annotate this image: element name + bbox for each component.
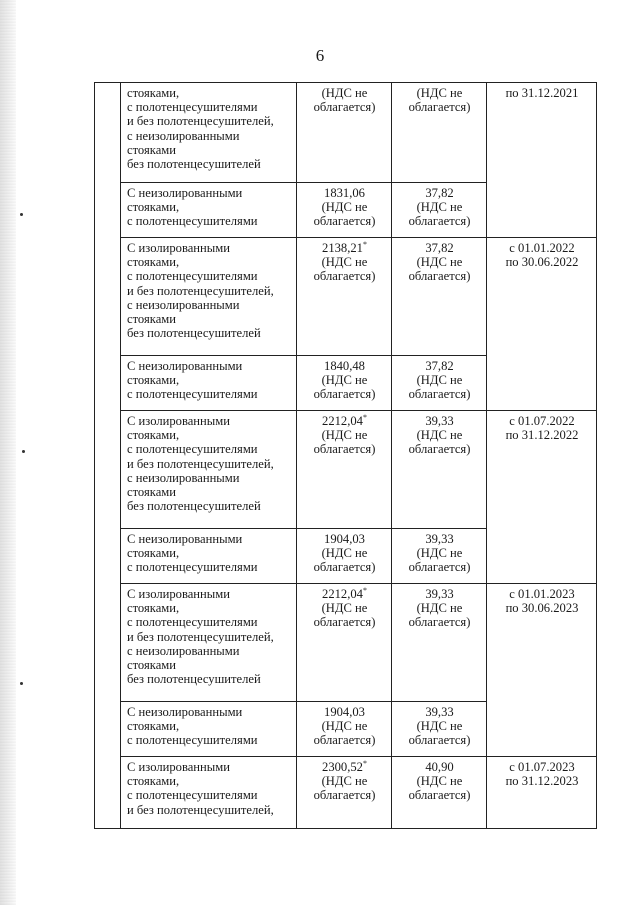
footnote-marker: *: [362, 585, 367, 595]
price-value: 1840,48: [324, 359, 365, 373]
footnote-marker: *: [362, 758, 367, 768]
row-4-description: [121, 411, 297, 529]
price-value: 39,33: [425, 532, 454, 546]
text-line: стояками: [127, 485, 177, 500]
price-value: 1904,03: [324, 532, 365, 546]
vat-note: (НДС не: [321, 86, 368, 100]
text-line: и без полотенцесушителей,: [127, 114, 274, 129]
vat-note: (НДС не: [416, 86, 463, 100]
text-line: и без полотенцесушителей,: [127, 802, 274, 817]
price-value: 40,90: [425, 760, 454, 774]
vat-note: (НДС не: [321, 719, 368, 734]
vat-note: облагается): [408, 269, 471, 284]
text-line: стояками,: [127, 601, 180, 616]
vat-note: облагается): [408, 387, 471, 402]
text-line: без полотенцесушителей: [127, 326, 261, 341]
price-value: 39,33: [425, 705, 454, 719]
price-value: 1831,06: [324, 186, 365, 200]
period-0: [487, 83, 597, 238]
text-line: стояками: [127, 312, 177, 327]
vat-note: облагается): [408, 788, 471, 803]
row-8-price-2: [392, 757, 487, 829]
row-1-description: [121, 183, 297, 238]
row-7-price-2: [392, 702, 487, 757]
scan-edge: [0, 0, 16, 905]
text-line: стояками,: [127, 719, 180, 734]
row-7-price-1: [297, 702, 392, 757]
period-3: [487, 584, 597, 757]
footnote-marker: *: [362, 239, 367, 249]
text-line: с 01.07.2023: [509, 760, 575, 774]
text-line: без полотенцесушителей: [127, 157, 261, 172]
vat-note: (НДС не: [321, 428, 368, 443]
tariff-table: [94, 82, 597, 829]
vat-note: облагается): [408, 615, 471, 630]
text-line: стояками,: [127, 373, 180, 388]
vat-note: (НДС не: [416, 719, 463, 734]
row-1-price-2: [392, 183, 487, 238]
vat-note: (НДС не: [416, 200, 463, 215]
text-line: стояками: [127, 142, 177, 157]
row-6-description: [121, 584, 297, 702]
text-line: по 31.12.2023: [505, 774, 579, 789]
row-0-price-2: [392, 83, 487, 183]
row-4-price-2: [392, 411, 487, 529]
vat-note: (НДС не: [321, 200, 368, 215]
text-line: с полотенцесушителями: [127, 615, 258, 630]
text-line: по 31.12.2022: [505, 428, 579, 443]
text-line: стояками,: [127, 546, 180, 561]
text-line: С неизолированными: [127, 359, 243, 373]
price-value: 2212,04*: [322, 585, 367, 601]
text-line: с неизолированными: [127, 297, 240, 312]
vat-note: облагается): [408, 100, 471, 115]
price-value: 39,33: [425, 414, 454, 428]
text-line: с 01.01.2022: [509, 241, 575, 255]
vat-note: облагается): [408, 214, 471, 229]
text-line: стояками: [127, 658, 177, 673]
vat-note: облагается): [313, 269, 376, 284]
vat-note: (НДС не: [416, 428, 463, 443]
text-line: по 31.12.2021: [505, 86, 579, 100]
text-line: С изолированными: [127, 587, 230, 601]
text-line: С изолированными: [127, 241, 230, 255]
price-value: 2212,04*: [322, 412, 367, 428]
vat-note: (НДС не: [321, 774, 368, 789]
row-5-description: [121, 529, 297, 584]
vat-note: облагается): [408, 560, 471, 575]
text-line: с полотенцесушителями: [127, 214, 258, 229]
text-line: по 30.06.2022: [505, 255, 579, 270]
vat-note: облагается): [313, 733, 376, 748]
text-line: и без полотенцесушителей,: [127, 629, 274, 644]
vat-note: облагается): [313, 100, 376, 115]
vat-note: (НДС не: [321, 255, 368, 270]
vat-note: облагается): [313, 387, 376, 402]
row-0-description: [121, 83, 297, 183]
row-4-price-1: [297, 411, 392, 529]
text-line: с полотенцесушителями: [127, 100, 258, 115]
price-value: 37,82: [425, 241, 454, 255]
period-2: [487, 411, 597, 584]
row-5-price-1: [297, 529, 392, 584]
row-3-description: [121, 356, 297, 411]
vat-note: облагается): [408, 442, 471, 457]
row-2-price-1: [297, 238, 392, 356]
vat-note: облагается): [313, 442, 376, 457]
period-4: [487, 757, 597, 829]
row-1-price-1: [297, 183, 392, 238]
text-line: без полотенцесушителей: [127, 672, 261, 687]
text-line: С неизолированными: [127, 532, 243, 546]
text-line: с полотенцесушителями: [127, 560, 258, 575]
vat-note: (НДС не: [321, 373, 368, 388]
price-value: 37,82: [425, 359, 454, 373]
text-line: стояками,: [127, 255, 180, 270]
vat-note: (НДС не: [321, 601, 368, 616]
price-value: 1904,03: [324, 705, 365, 719]
price-value: 2138,21*: [322, 239, 367, 255]
row-5-price-2: [392, 529, 487, 584]
text-line: с полотенцесушителями: [127, 788, 258, 803]
text-line: с полотенцесушителями: [127, 269, 258, 284]
vat-note: облагается): [313, 615, 376, 630]
row-6-price-2: [392, 584, 487, 702]
text-line: по 30.06.2023: [505, 601, 579, 616]
row-3-price-1: [297, 356, 392, 411]
row-2-description: [121, 238, 297, 356]
row-0-price-1: [297, 83, 392, 183]
vat-note: (НДС не: [416, 774, 463, 789]
price-value: 37,82: [425, 186, 454, 200]
text-line: стояками,: [127, 200, 180, 215]
text-line: стояками,: [127, 86, 180, 100]
text-line: с полотенцесушителями: [127, 733, 258, 748]
price-value: 39,33: [425, 587, 454, 601]
vat-note: облагается): [313, 560, 376, 575]
vat-note: (НДС не: [321, 546, 368, 561]
row-2-price-2: [392, 238, 487, 356]
vat-note: облагается): [313, 788, 376, 803]
row-6-price-1: [297, 584, 392, 702]
vat-note: (НДС не: [416, 601, 463, 616]
vat-note: облагается): [408, 733, 471, 748]
scan-speck: [22, 450, 25, 453]
footnote-marker: *: [362, 412, 367, 422]
row-3-price-2: [392, 356, 487, 411]
text-line: стояками,: [127, 774, 180, 789]
scan-speck: [20, 213, 23, 216]
empty-first-column: [95, 83, 121, 829]
text-line: с полотенцесушителями: [127, 387, 258, 402]
period-1: [487, 238, 597, 411]
price-value: 2300,52*: [322, 758, 367, 774]
vat-note: (НДС не: [416, 373, 463, 388]
row-8-description: [121, 757, 297, 829]
vat-note: облагается): [313, 214, 376, 229]
row-7-description: [121, 702, 297, 757]
text-line: с полотенцесушителями: [127, 442, 258, 457]
text-line: С изолированными: [127, 760, 230, 774]
text-line: С изолированными: [127, 414, 230, 428]
row-8-price-1: [297, 757, 392, 829]
text-line: с 01.01.2023: [509, 587, 575, 601]
text-line: С неизолированными: [127, 705, 243, 719]
text-line: с неизолированными: [127, 470, 240, 485]
text-line: стояками,: [127, 428, 180, 443]
text-line: С неизолированными: [127, 186, 243, 200]
scan-speck: [20, 682, 23, 685]
text-line: и без полотенцесушителей,: [127, 283, 274, 298]
text-line: с неизолированными: [127, 643, 240, 658]
vat-note: (НДС не: [416, 546, 463, 561]
text-line: с неизолированными: [127, 128, 240, 143]
text-line: и без полотенцесушителей,: [127, 456, 274, 471]
page-number: 6: [315, 46, 325, 65]
text-line: с 01.07.2022: [509, 414, 575, 428]
vat-note: (НДС не: [416, 255, 463, 270]
text-line: без полотенцесушителей: [127, 499, 261, 514]
